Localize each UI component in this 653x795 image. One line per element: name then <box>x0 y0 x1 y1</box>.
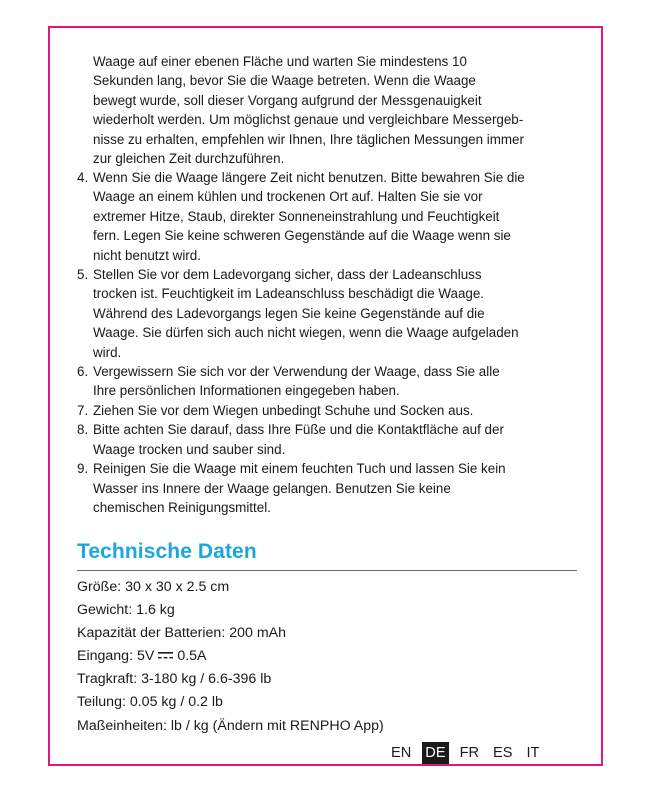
language-de[interactable]: DE <box>422 742 448 764</box>
instruction-list <box>77 168 583 517</box>
list-item-line: extremer Hitze, Staub, direkter Sonneneinstrahlung und Feuchtigkeit <box>93 208 500 224</box>
list-item-line: Ziehen Sie vor dem Wiegen unbedingt Schuhe und Socken aus. <box>93 402 474 418</box>
list-item-number: 8. <box>77 422 89 438</box>
list-item-line: chemischen Reinigungsmittel. <box>93 499 271 515</box>
language-it[interactable]: IT <box>526 745 540 761</box>
spec-weight: Gewicht: 1.6 kg <box>77 602 175 619</box>
list-item-number: 6. <box>77 364 89 380</box>
list-item-number: 9. <box>77 461 89 477</box>
list-item-line: Waage an einem kühlen und trockenen Ort auf. Halten Sie sie vor <box>93 189 483 205</box>
list-item <box>77 420 583 459</box>
list-item <box>77 401 583 420</box>
spec-list <box>77 576 577 738</box>
spec-input <box>77 645 577 668</box>
intro-line: zur gleichen Zeit durchzuführen. <box>93 151 285 167</box>
list-item-line: wird. <box>93 344 122 360</box>
language-es[interactable]: ES <box>493 745 513 761</box>
list-item-number: 7. <box>77 402 89 418</box>
intro-line: Waage auf einer ebenen Fläche und warten Sie mindestens 10 <box>93 54 467 69</box>
intro-paragraph <box>93 52 583 168</box>
intro-line: wiederholt werden. Um möglichst genaue und vergleichbare Messergeb- <box>93 112 524 128</box>
list-item-line: fern. Legen Sie keine schweren Gegenstände auf die Waage wenn sie <box>93 228 511 244</box>
spec-division: Teilung: 0.05 kg / 0.2 lb <box>77 694 223 711</box>
list-item-line: Während des Ladevorgangs legen Sie keine Gegenstände auf die <box>93 305 485 321</box>
list-item <box>77 362 583 401</box>
intro-line: nisse zu erhalten, empfehlen wir Ihnen, Ihre täglichen Messungen immer <box>93 131 524 147</box>
spec-input-label: Eingang: 5V <box>77 648 155 665</box>
spec-size: Größe: 30 x 30 x 2.5 cm <box>77 579 230 595</box>
section-heading: Technische Daten <box>77 540 257 563</box>
list-item-line: Ihre persönlichen Informationen eingegeben haben. <box>93 383 400 399</box>
section-divider <box>77 570 577 571</box>
list-item-line: Waage trocken und sauber sind. <box>93 441 286 457</box>
list-item-number: 4. <box>77 170 89 185</box>
list-item-line: nicht benutzt wird. <box>93 247 201 263</box>
list-item-line: Vergewissern Sie sich vor der Verwendung der Waage, dass Sie alle <box>93 364 500 380</box>
spec-input-value: 0.5A <box>177 648 207 665</box>
list-item-number: 5. <box>77 267 89 283</box>
list-item-line: Waage. Sie dürfen sich auch nicht wiegen, wenn die Waage aufgeladen <box>93 325 519 341</box>
list-item <box>77 459 583 517</box>
list-item-line: Stellen Sie vor dem Ladevorgang sicher, dass der Ladeanschluss <box>93 267 482 283</box>
dc-current-icon <box>158 651 173 660</box>
list-item-line: Wenn Sie die Waage längere Zeit nicht benutzen. Bitte bewahren Sie die <box>93 170 525 185</box>
language-selector <box>388 742 550 764</box>
language-fr[interactable]: FR <box>459 745 480 761</box>
spec-units: Maßeinheiten: lb / kg (Ändern mit RENPHO App) <box>77 717 384 734</box>
intro-line: bewegt wurde, soll dieser Vorgang aufgrund der Messgenauigkeit <box>93 92 482 108</box>
list-item-line: Bitte achten Sie darauf, dass Ihre Füße und die Kontaktfläche auf der <box>93 422 504 438</box>
list-item-line: trocken ist. Feuchtigkeit im Ladeanschluss beschädigt die Waage. <box>93 286 485 302</box>
intro-line: Sekunden lang, bevor Sie die Waage betreten. Wenn die Waage <box>93 73 476 89</box>
list-item <box>77 168 583 265</box>
list-item-line: Wasser ins Innere der Waage gelangen. Benutzen Sie keine <box>93 480 451 496</box>
spec-battery: Kapazität der Batterien: 200 mAh <box>77 625 286 642</box>
spec-capacity: Tragkraft: 3-180 kg / 6.6-396 lb <box>77 671 272 688</box>
list-item <box>77 265 583 362</box>
language-en[interactable]: EN <box>391 745 412 761</box>
list-item-line: Reinigen Sie die Waage mit einem feuchten Tuch und lassen Sie kein <box>93 461 506 477</box>
